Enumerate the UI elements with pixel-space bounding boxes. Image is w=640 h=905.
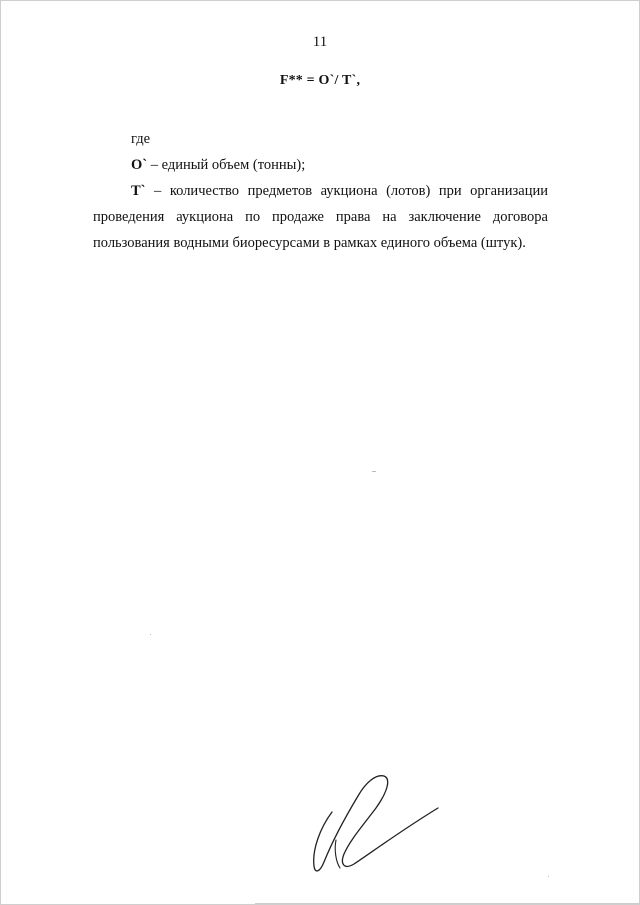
definition-o xyxy=(93,152,548,178)
signature-icon xyxy=(306,770,446,880)
scan-speck xyxy=(150,634,151,635)
body-text xyxy=(93,126,548,256)
definition-t-line-1 xyxy=(93,178,548,204)
symbol-o: O` xyxy=(131,157,148,173)
where-label: где xyxy=(131,131,151,147)
symbol-t: T` xyxy=(131,183,146,199)
bottom-edge-line xyxy=(255,903,640,904)
definition-t-line-2: проведения аукциона по продаже права на заключение договора xyxy=(93,209,548,225)
page-number: 11 xyxy=(312,34,328,50)
scan-speck xyxy=(548,876,549,877)
definition-o-text: – единый объем (тонны); xyxy=(147,157,306,173)
definition-t-line-3: пользования водными биоресурсами в рамках единого объема (штук). xyxy=(93,235,526,251)
scan-speck xyxy=(372,471,376,472)
definition-t-text-1: – количество предметов аукциона (лотов) при организации xyxy=(145,183,548,199)
formula: F** = O`/ T`, xyxy=(279,73,361,88)
